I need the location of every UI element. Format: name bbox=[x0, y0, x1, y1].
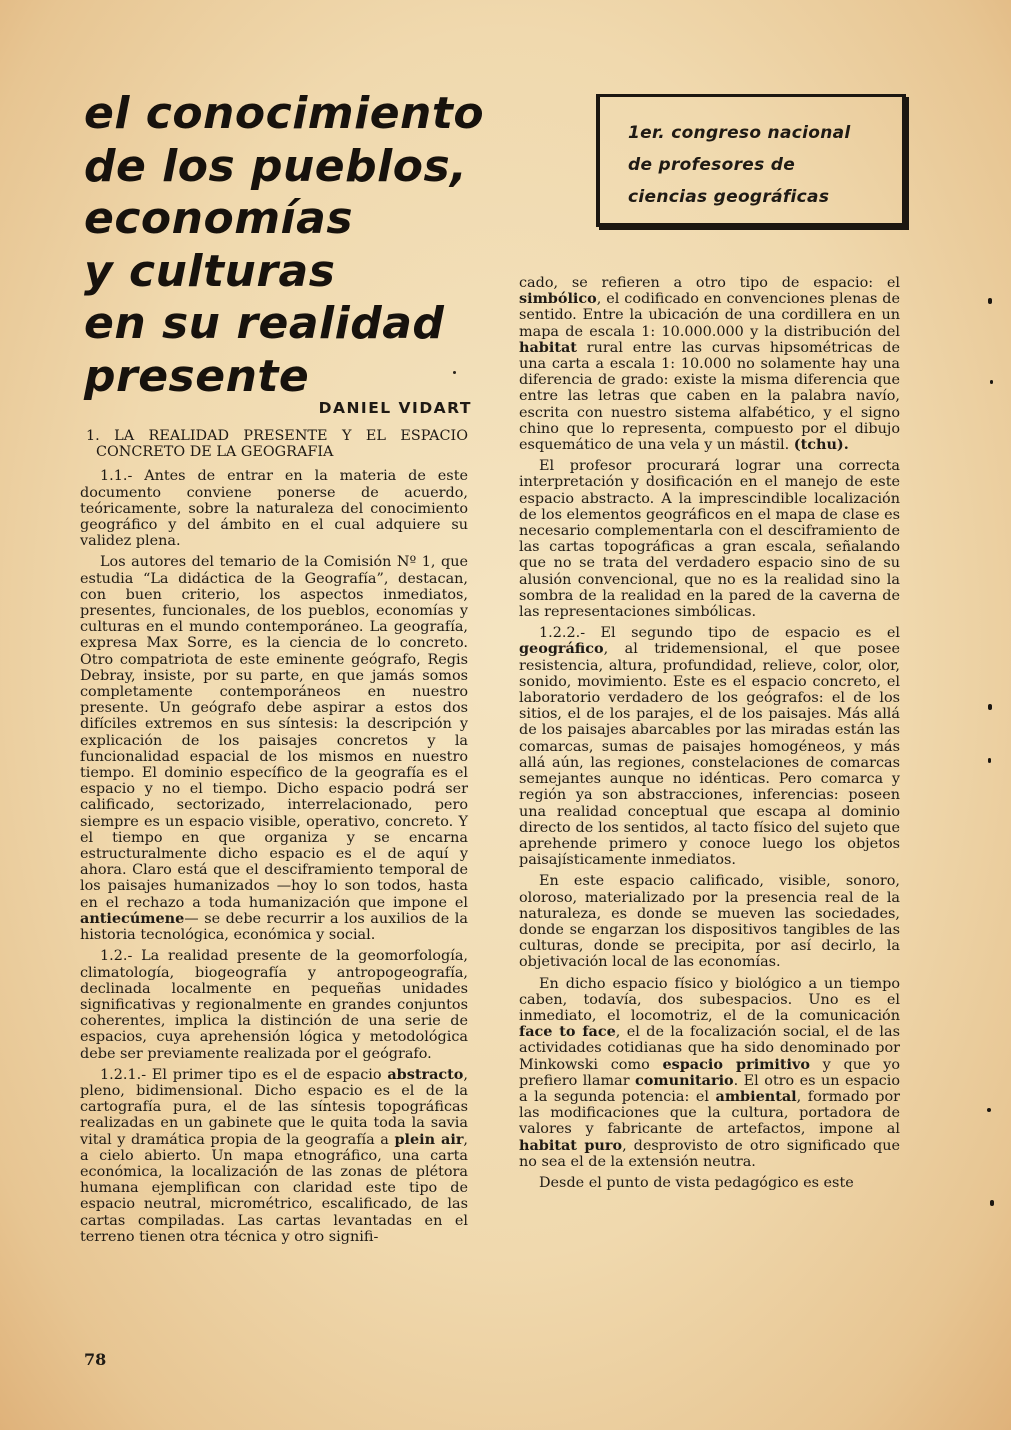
bold-term: abstracto bbox=[387, 1065, 464, 1083]
ink-dot bbox=[453, 371, 456, 374]
article-title bbox=[84, 88, 484, 403]
bold-term: geográfico bbox=[519, 640, 604, 658]
bold-term: comunitario bbox=[635, 1071, 734, 1089]
text-span: , pleno, bidimensional. Dicho espacio es el de la cartografía pura, el de las síntesis topográficas realizadas en un gabinete que le quita toda la savia vital y dramática propia de la geografía a bbox=[80, 1066, 468, 1148]
text-span: , formado por las modificaciones que la cultura, portadora de valores y fabricante de artefactos, impone al bbox=[519, 1088, 900, 1138]
paragraph: El profesor procurará lograr una correcta interpretación y dosificación en el manejo de este espacio abstracto. A la imprescindible localización de los elementos geográficos en el mapa de clase es necesario complementarla con el desciframiento de las cartas topográficas a gran escala, señalando que no se trata del verdadero espacio sino de su alusión convencional, que no es la realidad sino la sombra de la realidad en la pared de la caverna de las representaciones simbólicas. bbox=[519, 458, 900, 621]
paragraph: 1.2.- La realidad presente de la geomorfología, climatología, biogeografía y antropogeografía, declinada localmente en pequeñas unidades significativas y regionalmente en grandes conjuntos coherentes, implica la distinción de una serie de espacios, cuya aprehensión lógica y metodológica debe ser previamente realizada por el geógrafo. bbox=[80, 948, 468, 1062]
box-line: de profesores de bbox=[628, 155, 796, 175]
paragraph bbox=[519, 275, 900, 453]
bold-term: plein air bbox=[394, 1130, 464, 1148]
text-span: — se debe recurrir a los auxilios de la historia tecnológica, económica y social. bbox=[80, 910, 468, 944]
title-line: de los pueblos, bbox=[84, 140, 468, 192]
bold-term: face to face bbox=[519, 1023, 616, 1041]
right-column bbox=[519, 275, 900, 1191]
text-span: , a cielo abierto. Un mapa etnográfico, una carta económica, la localización de las zonas de plétora humana ejemplifican con claridad este tipo de espacio neutral, micrométrico, escalificado, de las cartas compiladas. Las cartas levantadas en el terreno tienen otra técnica y otro signifi- bbox=[80, 1131, 468, 1245]
text-span: 1.2.1.- El primer tipo es el de espacio bbox=[100, 1066, 388, 1083]
bold-term: ambiental bbox=[715, 1087, 797, 1105]
text-span: y que yo prefiero llamar bbox=[519, 1056, 900, 1089]
text-span: rural entre las curvas hipsométricas de una carta a escala 1: 10.000 no solamente hay una diferencia de grado: existe la misma diferencia que entre las letras que caben en la palabra navío, escrita con nuestro sistema alfabético, y el signo chino que lo representa, compuesto por el dibujo esquemático de una vela y un mástil. bbox=[519, 339, 900, 454]
margin-speck bbox=[988, 298, 992, 304]
title-line: el conocimiento bbox=[84, 88, 485, 139]
congress-box bbox=[596, 94, 906, 227]
bold-term: (tchu). bbox=[793, 436, 849, 454]
paragraph: Desde el punto de vista pedagógico es este bbox=[539, 1174, 854, 1191]
text-span: cado, se refieren a otro tipo de espacio: el bbox=[519, 275, 900, 291]
text-span: En dicho espacio físico y biológico a un tiempo caben, todavía, dos subespacios. Uno es el inmediato, el locomotriz, el de la comunicación bbox=[519, 975, 900, 1024]
title-line: y culturas bbox=[84, 245, 336, 297]
paragraph bbox=[519, 976, 900, 1170]
margin-speck bbox=[988, 758, 991, 763]
section-heading: 1. LA REALIDAD PRESENTE Y EL ESPACIO CONCRETO DE LA GEOGRAFIA bbox=[86, 428, 468, 461]
bold-term: simbólico bbox=[519, 290, 597, 308]
bold-term: habitat bbox=[519, 338, 577, 356]
margin-speck bbox=[990, 380, 993, 384]
title-line: en su realidad bbox=[84, 298, 445, 349]
margin-speck bbox=[988, 704, 992, 710]
author-byline: DANIEL VIDART bbox=[318, 399, 472, 417]
text-span: , el codificado en convenciones plenas de sentido. Entre la ubicación de una cordillera en un mapa de escala 1: 10.000.000 y la distribución del bbox=[519, 291, 900, 340]
text-span: . El otro es un espacio a la segunda potencia: el bbox=[519, 1072, 900, 1105]
paragraph: 1.1.- Antes de entrar en la materia de este documento conviene ponerse de acuerdo, teóricamente, sobre la naturaleza del conocimiento geográfico y del ámbito en el cual adquiere su validez plena. bbox=[80, 468, 468, 550]
box-line: 1er. congreso nacional bbox=[628, 123, 851, 143]
text-span: , desprovisto de otro significado que no sea el de la extensión neutra. bbox=[519, 1137, 900, 1170]
margin-speck bbox=[990, 1200, 994, 1206]
paragraph: En este espacio calificado, visible, sonoro, oloroso, materializado por la presencia real de la naturaleza, es donde se mueven las sociedades, donde se engarzan los dispositivos tangibles de las culturas, donde se precipita, por así decirlo, la objetivación local de las economías. bbox=[519, 873, 900, 971]
margin-speck bbox=[987, 1108, 991, 1112]
title-line: presente bbox=[84, 350, 310, 402]
congress-box-text bbox=[628, 117, 898, 213]
bold-term: espacio primitivo bbox=[662, 1055, 810, 1073]
text-span: 1.2.2.- El segundo tipo de espacio es el bbox=[539, 625, 900, 642]
bold-term: antiecúmene bbox=[80, 909, 185, 927]
page-number: 78 bbox=[84, 1350, 107, 1369]
text-span: , al tridemensional, el que posee resistencia, altura, profundidad, relieve, color, olor, sonido, movimiento. Este es el espacio concreto, el laboratorio verdadero de los geógrafos: el de los sitios, el de los parajes, el de los paisajes. Más allá de los paisajes abarcables por las miradas están las comarcas, sumas de paisajes homogéneos, y más allá aún, las regiones, constelaciones de comarcas semejantes aunque no idénticas. Pero comarca y región ya son abstracciones, inferencias: poseen una realidad conceptual que escapa al dominio directo de los sentidos, al tacto físico del sujeto que aprehende primero y conoce luego los objetos paisajísticamente inmediatos. bbox=[519, 641, 900, 869]
left-column bbox=[80, 428, 468, 1245]
paragraph bbox=[80, 554, 468, 943]
paragraph bbox=[80, 1067, 468, 1245]
box-line: ciencias geográficas bbox=[628, 187, 830, 207]
text-span: , el de la focalización social, el de las actividades cotidianas que ha sido denominado por Minkowski como bbox=[519, 1024, 901, 1073]
title-line: economías bbox=[84, 193, 354, 244]
paragraph bbox=[519, 625, 900, 868]
bold-term: habitat puro bbox=[519, 1136, 623, 1154]
text-span: Los autores del temario de la Comisión Nº 1, que estudia “La didáctica de la Geografía”, destacan, con buen criterio, los aspectos inmediatos, presentes, funcionales, de los pueblos, economías y culturas en el mundo contemporáneo. La geografía, expresa Max Sorre, es la ciencia de lo concreto. Otro compatriota de este eminente geógrafo, Regis Debray, insiste, por su parte, en que jamás somos completamente contemporáneos en nuestro presente. Un geógrafo debe aspirar a estos dos difíciles extremos en sus síntesis: la descripción y explicación de los paisajes concretos y la funcionalidad espacial de los mismos en nuestro tiempo. El dominio específico de la geografía es el espacio y no el tiempo. Dicho espacio podrá ser calificado, sectorizado, interrelacionado, pero siempre es un espacio visible, operativo, concreto. Y el tiempo en que organiza y se encarna estructuralmente dicho espacio es el de aquí y ahora. Claro está que el desciframiento temporal de los paisajes humanizados —hoy lo son todos, hasta en el rechazo a toda humanización que impone el bbox=[80, 554, 468, 911]
